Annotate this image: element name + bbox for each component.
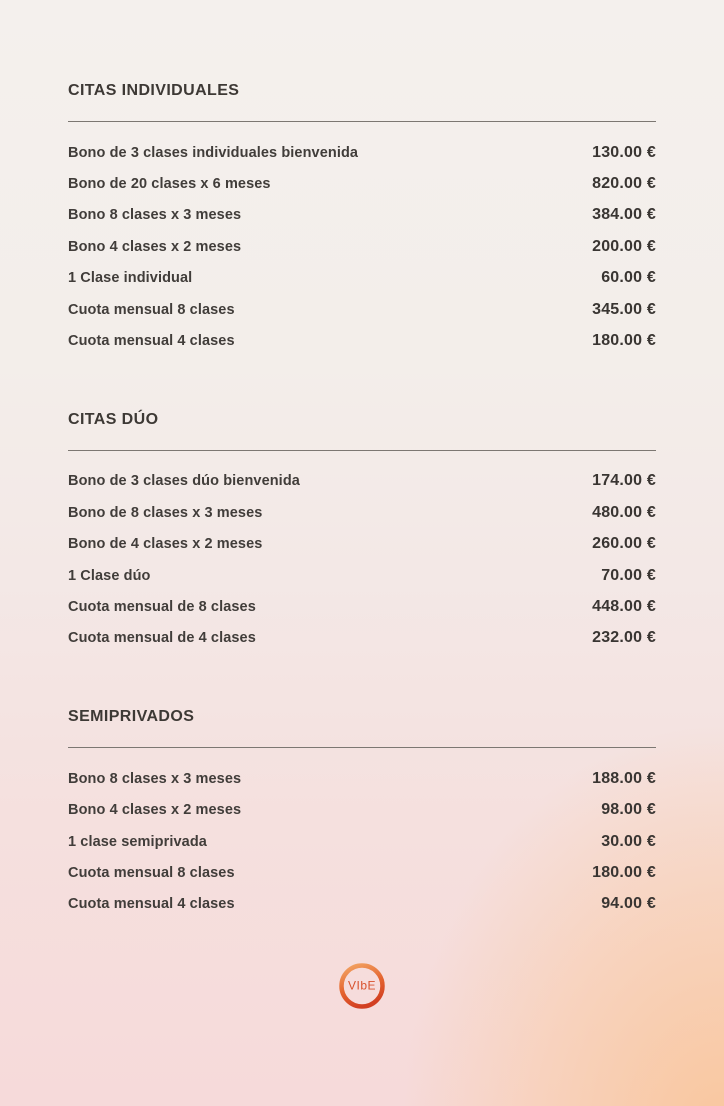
price-row xyxy=(68,591,656,622)
item-price: 180.00 € xyxy=(592,332,656,350)
section-rows xyxy=(68,137,656,357)
price-row xyxy=(68,560,656,591)
item-label: Bono de 8 clases x 3 meses xyxy=(68,504,263,521)
item-label: Cuota mensual 4 clases xyxy=(68,333,235,350)
item-price: 130.00 € xyxy=(592,143,656,161)
price-section xyxy=(68,708,656,920)
item-price: 98.00 € xyxy=(601,801,656,819)
item-price: 820.00 € xyxy=(592,175,656,193)
item-price: 384.00 € xyxy=(592,206,656,224)
item-label: Cuota mensual de 4 clases xyxy=(68,630,256,647)
price-row xyxy=(68,857,656,888)
item-price: 260.00 € xyxy=(592,535,656,553)
item-label: Bono 4 clases x 2 meses xyxy=(68,802,242,819)
item-label: Bono 4 clases x 2 meses xyxy=(68,238,242,255)
item-label: Cuota mensual 4 clases xyxy=(68,896,235,913)
price-row xyxy=(68,623,656,654)
price-row xyxy=(68,263,656,294)
vibe-logo xyxy=(337,961,387,1011)
item-label: Bono de 3 clases individuales bienvenida xyxy=(68,144,359,161)
item-label: Cuota mensual 8 clases xyxy=(68,864,235,881)
price-sections xyxy=(68,82,656,920)
price-row xyxy=(68,231,656,262)
item-price: 60.00 € xyxy=(601,269,656,287)
item-price: 448.00 € xyxy=(592,597,656,615)
item-label: Bono 8 clases x 3 meses xyxy=(68,770,242,787)
item-price: 70.00 € xyxy=(601,566,656,584)
section-rows xyxy=(68,763,656,920)
item-label: Bono de 20 clases x 6 meses xyxy=(68,176,271,193)
item-label: 1 Clase individual xyxy=(68,270,193,287)
vibe-logo-text: VIbE xyxy=(347,978,377,993)
section-divider xyxy=(68,747,656,748)
item-price: 345.00 € xyxy=(592,300,656,318)
price-row xyxy=(68,794,656,825)
price-row xyxy=(68,826,656,857)
logo-container xyxy=(68,961,656,1011)
item-label: 1 Clase dúo xyxy=(68,567,151,584)
item-price: 232.00 € xyxy=(592,629,656,647)
section-divider xyxy=(68,450,656,451)
section-rows xyxy=(68,466,656,654)
price-section xyxy=(68,411,656,654)
section-title: CITAS DÚO xyxy=(68,410,159,428)
item-label: Cuota mensual 8 clases xyxy=(68,301,235,318)
section-title: CITAS INDIVIDUALES xyxy=(68,82,240,99)
price-row xyxy=(68,466,656,497)
price-row xyxy=(68,325,656,356)
item-label: Bono 8 clases x 3 meses xyxy=(68,207,242,224)
item-price: 174.00 € xyxy=(592,472,656,490)
price-row xyxy=(68,497,656,528)
price-row xyxy=(68,294,656,325)
item-label: Bono de 3 clases dúo bienvenida xyxy=(68,473,300,490)
price-row xyxy=(68,200,656,231)
price-list-page xyxy=(0,82,724,1011)
section-divider xyxy=(68,121,656,122)
item-label: 1 clase semiprivada xyxy=(68,833,207,850)
section-title: SEMIPRIVADOS xyxy=(68,708,195,726)
price-row xyxy=(68,529,656,560)
item-price: 480.00 € xyxy=(592,503,656,521)
price-section xyxy=(68,82,656,357)
item-price: 200.00 € xyxy=(592,237,656,255)
price-row xyxy=(68,168,656,199)
price-row xyxy=(68,889,656,920)
item-price: 180.00 € xyxy=(592,863,656,881)
item-price: 188.00 € xyxy=(592,769,656,787)
item-price: 94.00 € xyxy=(601,895,656,913)
item-label: Cuota mensual de 8 clases xyxy=(68,598,256,615)
price-row xyxy=(68,137,656,168)
item-label: Bono de 4 clases x 2 meses xyxy=(68,536,263,553)
item-price: 30.00 € xyxy=(601,832,656,850)
price-row xyxy=(68,763,656,794)
